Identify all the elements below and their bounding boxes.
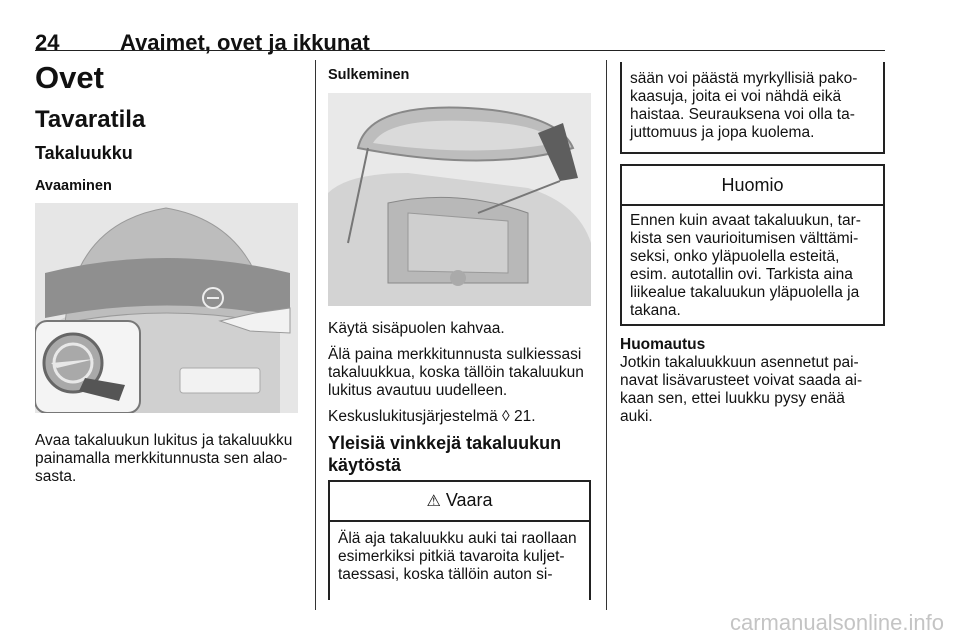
heading-closing: Sulkeminen bbox=[328, 67, 410, 83]
warning-box bbox=[328, 480, 591, 600]
closing-text bbox=[328, 320, 598, 426]
para-line: takaluukkua, koska tällöin takaluukun bbox=[328, 364, 584, 381]
caution-text: Ennen kuin avaat takaluukun, tar- kista sen vaurioitumisen välttämi- seksi, onko yläpuolella esteitä, esim. autotallin ovi. Tarkista aina liikealue takaluukun yläpuolella ja takana. bbox=[630, 212, 861, 319]
page-number: 24 bbox=[35, 30, 60, 55]
para-line: lukitus avautuu uudelleen. bbox=[328, 382, 508, 399]
para-line: Älä paina merkkitunnusta sulkiessasi bbox=[328, 346, 582, 363]
opening-caption bbox=[35, 432, 292, 486]
heading-doors: Ovet bbox=[35, 60, 104, 95]
para-line: Käytä sisäpuolen kahvaa. bbox=[328, 320, 505, 337]
warning-text: Älä aja takaluukku auki tai raollaan esimerkiksi pitkiä tavaroita kuljet- taessasi, koska tällöin auton si- bbox=[338, 530, 577, 583]
warning-box-continued bbox=[620, 62, 885, 154]
column-divider-1 bbox=[315, 60, 316, 610]
note-block: Huomautus Jotkin takaluukkuun asennetut pai- navat lisävarusteet voivat saada ai- kaan sen, ettei luukku pysy enää auki. bbox=[620, 336, 863, 425]
heading-load-compartment: Tavaratila bbox=[35, 106, 146, 133]
heading-tailgate: Takaluukku bbox=[35, 143, 133, 163]
chapter-title: Avaimet, ovet ja ikkunat bbox=[120, 30, 370, 55]
note-title: Huomautus bbox=[620, 336, 706, 353]
caption-line: sasta. bbox=[35, 468, 77, 485]
caption-line: Avaa takaluukun lukitus ja takaluukku bbox=[35, 432, 293, 449]
warning-triangle-icon: ⚠ bbox=[426, 493, 441, 510]
warning-header bbox=[330, 482, 589, 522]
watermark: carmanualsonline.info bbox=[729, 610, 944, 635]
caution-header: Huomio bbox=[622, 166, 883, 206]
tailgate-opening-illustration bbox=[35, 203, 298, 413]
tailgate-closing-illustration bbox=[328, 93, 591, 306]
heading-opening: Avaaminen bbox=[35, 178, 112, 194]
header-rule bbox=[35, 50, 885, 51]
warning-title: Vaara bbox=[445, 490, 493, 510]
para-line: Keskuslukitusjärjestelmä ◊ 21. bbox=[328, 408, 536, 425]
warning-continued-text: sään voi päästä myrkyllisiä pako- kaasuja, joita ei voi nähdä eikä haistaa. Seurauksena voi olla ta- juttomuus ja jopa kuolema. bbox=[630, 70, 858, 141]
caution-box bbox=[620, 164, 885, 326]
caption-line: painamalla merkkitunnusta sen alao- bbox=[35, 450, 288, 467]
tips-subheading: Yleisiä vinkkejä takaluukun käytöstä bbox=[328, 433, 562, 475]
column-divider-2 bbox=[606, 60, 607, 610]
